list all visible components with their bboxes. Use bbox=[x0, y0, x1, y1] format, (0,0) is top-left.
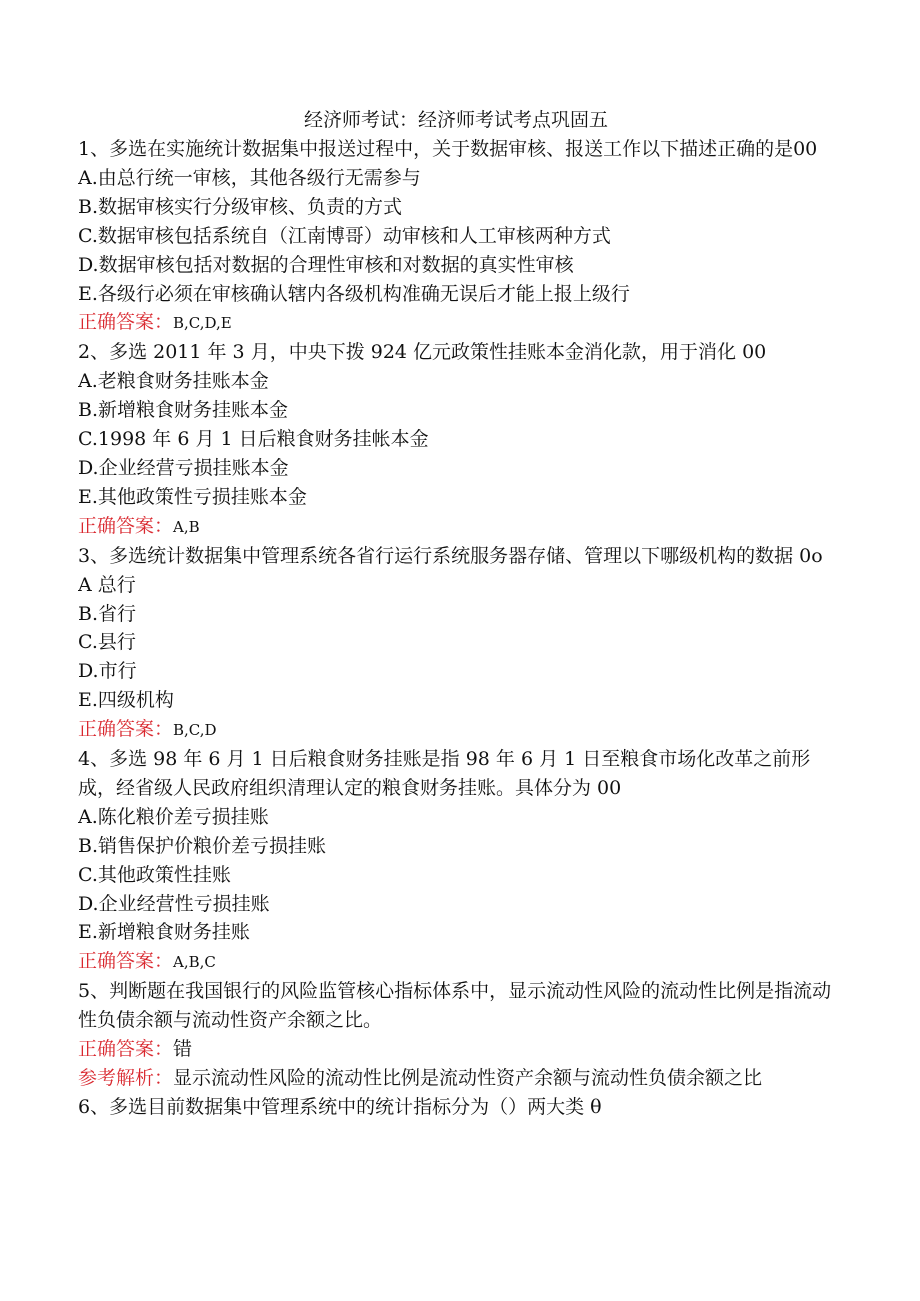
answer-label: 正确答案： bbox=[78, 1038, 174, 1061]
option-e: E.各级行必须在审核确认辖内各级机构准确无误后才能上报上级行 bbox=[78, 282, 630, 305]
answer-label: 正确答案： bbox=[78, 514, 174, 537]
question-2 bbox=[78, 338, 834, 541]
question-3 bbox=[78, 542, 834, 745]
answer-value: 错 bbox=[173, 1038, 193, 1061]
option-c: C.县行 bbox=[78, 631, 136, 654]
question-text: 6、多选目前数据集中管理系统中的统计指标分为（）两大类 θ bbox=[78, 1095, 602, 1118]
question-5 bbox=[78, 977, 834, 1093]
option-b: B.省行 bbox=[78, 602, 137, 625]
option-a: A.由总行统一审核，其他各级行无需参与 bbox=[78, 166, 421, 189]
option-b: B.新增粮食财务挂账本金 bbox=[78, 399, 289, 422]
question-text: 1、多选在实施统计数据集中报送过程中，关于数据审核、报送工作以下描述正确的是00 bbox=[78, 138, 818, 160]
answer-line bbox=[78, 512, 834, 542]
question-1 bbox=[78, 135, 834, 338]
option-a: A.陈化粮价差亏损挂账 bbox=[78, 805, 269, 828]
document-title: 经济师考试：经济师考试考点巩固五 bbox=[303, 109, 608, 131]
option-b: B.销售保护价粮价差亏损挂账 bbox=[78, 834, 327, 857]
option-e: E.四级机构 bbox=[78, 689, 174, 712]
answer-value: B,C,D bbox=[173, 721, 217, 740]
question-6 bbox=[78, 1093, 834, 1122]
option-b: B.数据审核实行分级审核、负责的方式 bbox=[78, 195, 403, 218]
answer-line bbox=[78, 308, 834, 338]
option-a: A.老粮食财务挂账本金 bbox=[78, 370, 269, 393]
answer-value: B,C,D,E bbox=[173, 314, 232, 333]
answer-label: 正确答案： bbox=[78, 718, 174, 741]
answer-line bbox=[78, 947, 834, 977]
question-4 bbox=[78, 745, 834, 977]
option-e: E.其他政策性亏损挂账本金 bbox=[78, 485, 307, 508]
answer-label: 正确答案： bbox=[78, 311, 174, 334]
option-e: E.新增粮食财务挂账 bbox=[78, 921, 250, 944]
analysis-text: 显示流动性风险的流动性比例是流动性资产余额与流动性负债余额之比 bbox=[173, 1067, 763, 1089]
answer-value: A,B,C bbox=[173, 953, 216, 972]
answer-label: 正确答案： bbox=[78, 950, 174, 973]
option-c: C.数据审核包括系统自（江南博哥）动审核和人工审核两种方式 bbox=[78, 224, 611, 247]
question-text: 2、多选 2011 年 3 月，中央下拨 924 亿元政策性挂账本金消化款，用于消化 00 bbox=[78, 341, 767, 364]
option-d: D.数据审核包括对数据的合理性审核和对数据的真实性审核 bbox=[78, 253, 574, 276]
answer-line bbox=[78, 1035, 834, 1064]
analysis-label: 参考解析： bbox=[78, 1067, 174, 1089]
question-text: 5、判断题在我国银行的风险监管核心指标体系中，显示流动性风险的流动性比例是指流动性负债余额与流动性资产余额之比。 bbox=[78, 980, 832, 1032]
option-a: A 总行 bbox=[78, 573, 136, 596]
option-d: D.企业经营亏损挂账本金 bbox=[78, 456, 289, 479]
option-c: C.1998 年 6 月 1 日后粮食财务挂帐本金 bbox=[78, 428, 429, 451]
analysis-line bbox=[78, 1064, 834, 1093]
question-text: 3、多选统计数据集中管理系统各省行运行系统服务器存储、管理以下哪级机构的数据 0o bbox=[78, 544, 823, 567]
answer-line bbox=[78, 715, 834, 745]
answer-value: A,B bbox=[173, 517, 200, 536]
option-d: D.市行 bbox=[78, 660, 137, 683]
question-text: 4、多选 98 年 6 月 1 日后粮食财务挂账是指 98 年 6 月 1 日至粮食市场化改革之前形成，经省级人民政府组织清理认定的粮食财务挂账。具体分为 00 bbox=[78, 748, 811, 799]
option-c: C.其他政策性挂账 bbox=[78, 863, 231, 886]
option-d: D.企业经营性亏损挂账 bbox=[78, 892, 270, 915]
